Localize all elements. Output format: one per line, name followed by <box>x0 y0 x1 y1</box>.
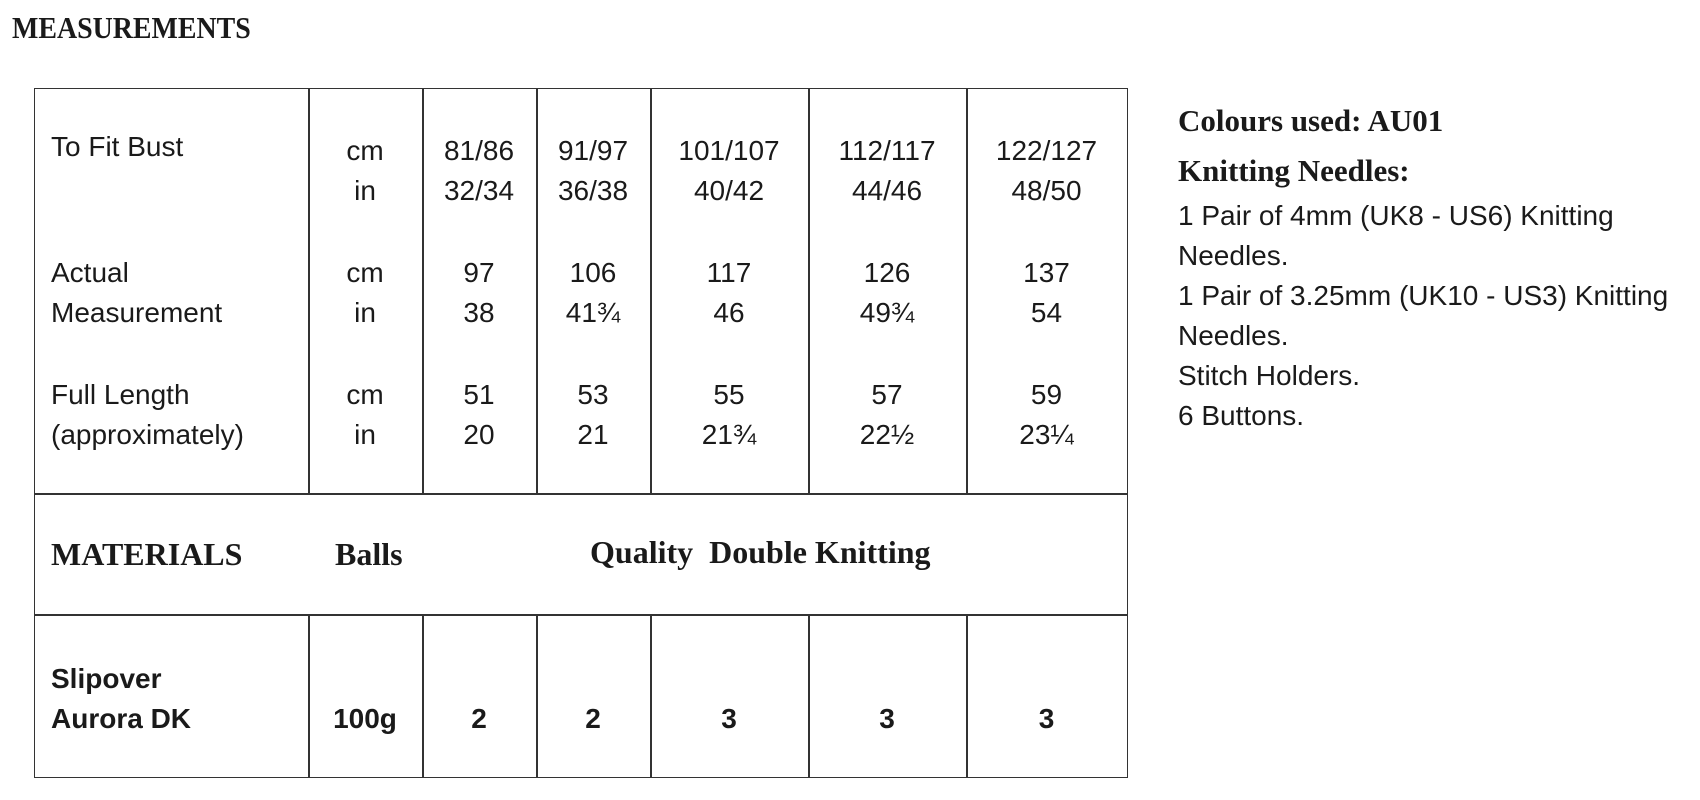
needles-title: Knitting Needles: <box>1178 153 1410 188</box>
row-label-actual: Actual <box>51 257 129 288</box>
length-cm: 51 <box>463 379 495 410</box>
divider <box>650 615 652 777</box>
row-label-length: (approximately) <box>51 419 244 450</box>
notes-line: 1 Pair of 3.25mm (UK10 - US3) Knitting <box>1178 280 1669 311</box>
actual-in: 41¾ <box>565 297 621 328</box>
unit-cm: cm <box>346 257 384 288</box>
length-cm: 53 <box>577 379 609 410</box>
colours-used: Colours used: AU01 <box>1178 103 1444 138</box>
unit-cm: cm <box>346 135 384 166</box>
divider <box>422 615 424 777</box>
page-title: MEASUREMENTS <box>12 10 251 45</box>
length-in: 21¾ <box>701 419 757 450</box>
ball-count: 3 <box>1038 703 1055 734</box>
divider <box>536 615 538 777</box>
bust-in: 32/34 <box>443 175 515 206</box>
actual-cm: 117 <box>706 257 752 288</box>
notes-line: Needles. <box>1178 240 1289 271</box>
actual-cm: 97 <box>463 257 495 288</box>
bust-cm: 81/86 <box>443 135 515 166</box>
actual-cm: 126 <box>863 257 911 288</box>
bust-in: 48/50 <box>1011 175 1082 206</box>
divider <box>308 615 310 777</box>
materials-label: MATERIALS <box>51 536 243 572</box>
ball-count: 2 <box>471 703 487 734</box>
bust-in: 36/38 <box>557 175 629 206</box>
ball-weight: 100g <box>333 703 397 734</box>
actual-in: 54 <box>1030 297 1063 328</box>
bust-in: 44/46 <box>851 175 923 206</box>
ball-count: 3 <box>721 703 737 734</box>
length-cm: 59 <box>1030 379 1063 410</box>
notes-line: Stitch Holders. <box>1178 360 1361 391</box>
divider <box>966 615 968 777</box>
row-label-bust: To Fit Bust <box>51 131 184 162</box>
unit-in: in <box>354 175 376 206</box>
divider <box>35 493 1127 495</box>
yarn-name: Aurora DK <box>51 703 192 734</box>
actual-in: 38 <box>463 297 495 328</box>
unit-in: in <box>354 419 376 450</box>
actual-cm: 137 <box>1023 257 1070 288</box>
bust-cm: 91/97 <box>557 135 629 166</box>
measurements-table <box>34 88 1128 778</box>
actual-cm: 106 <box>569 257 617 288</box>
length-cm: 55 <box>713 379 745 410</box>
divider <box>808 615 810 777</box>
notes-line: Needles. <box>1178 320 1289 351</box>
materials-notes <box>1178 96 1698 436</box>
bust-cm: 122/127 <box>995 135 1098 166</box>
length-in: 22½ <box>859 419 915 450</box>
divider <box>35 614 1127 616</box>
bust-in: 40/42 <box>693 175 765 206</box>
bust-cm: 112/117 <box>838 135 936 166</box>
actual-in: 49¾ <box>859 297 915 328</box>
ball-count: 3 <box>879 703 895 734</box>
unit-cm: cm <box>346 379 384 410</box>
actual-in: 46 <box>713 297 745 328</box>
bust-cm: 101/107 <box>678 135 780 166</box>
unit-in: in <box>354 297 376 328</box>
notes-line: 6 Buttons. <box>1178 400 1305 431</box>
length-in: 20 <box>463 419 495 450</box>
notes-line: 1 Pair of 4mm (UK8 - US6) Knitting <box>1178 200 1614 231</box>
row-label-length: Full Length <box>51 379 190 410</box>
length-in: 23¼ <box>1019 419 1074 450</box>
length-cm: 57 <box>871 379 903 410</box>
ball-count: 2 <box>585 703 601 734</box>
yarn-name: Slipover <box>51 663 162 694</box>
length-in: 21 <box>577 419 609 450</box>
row-label-actual: Measurement <box>51 297 223 328</box>
balls-label: Balls <box>335 536 403 572</box>
quality-label: Quality Double Knitting <box>590 534 931 570</box>
